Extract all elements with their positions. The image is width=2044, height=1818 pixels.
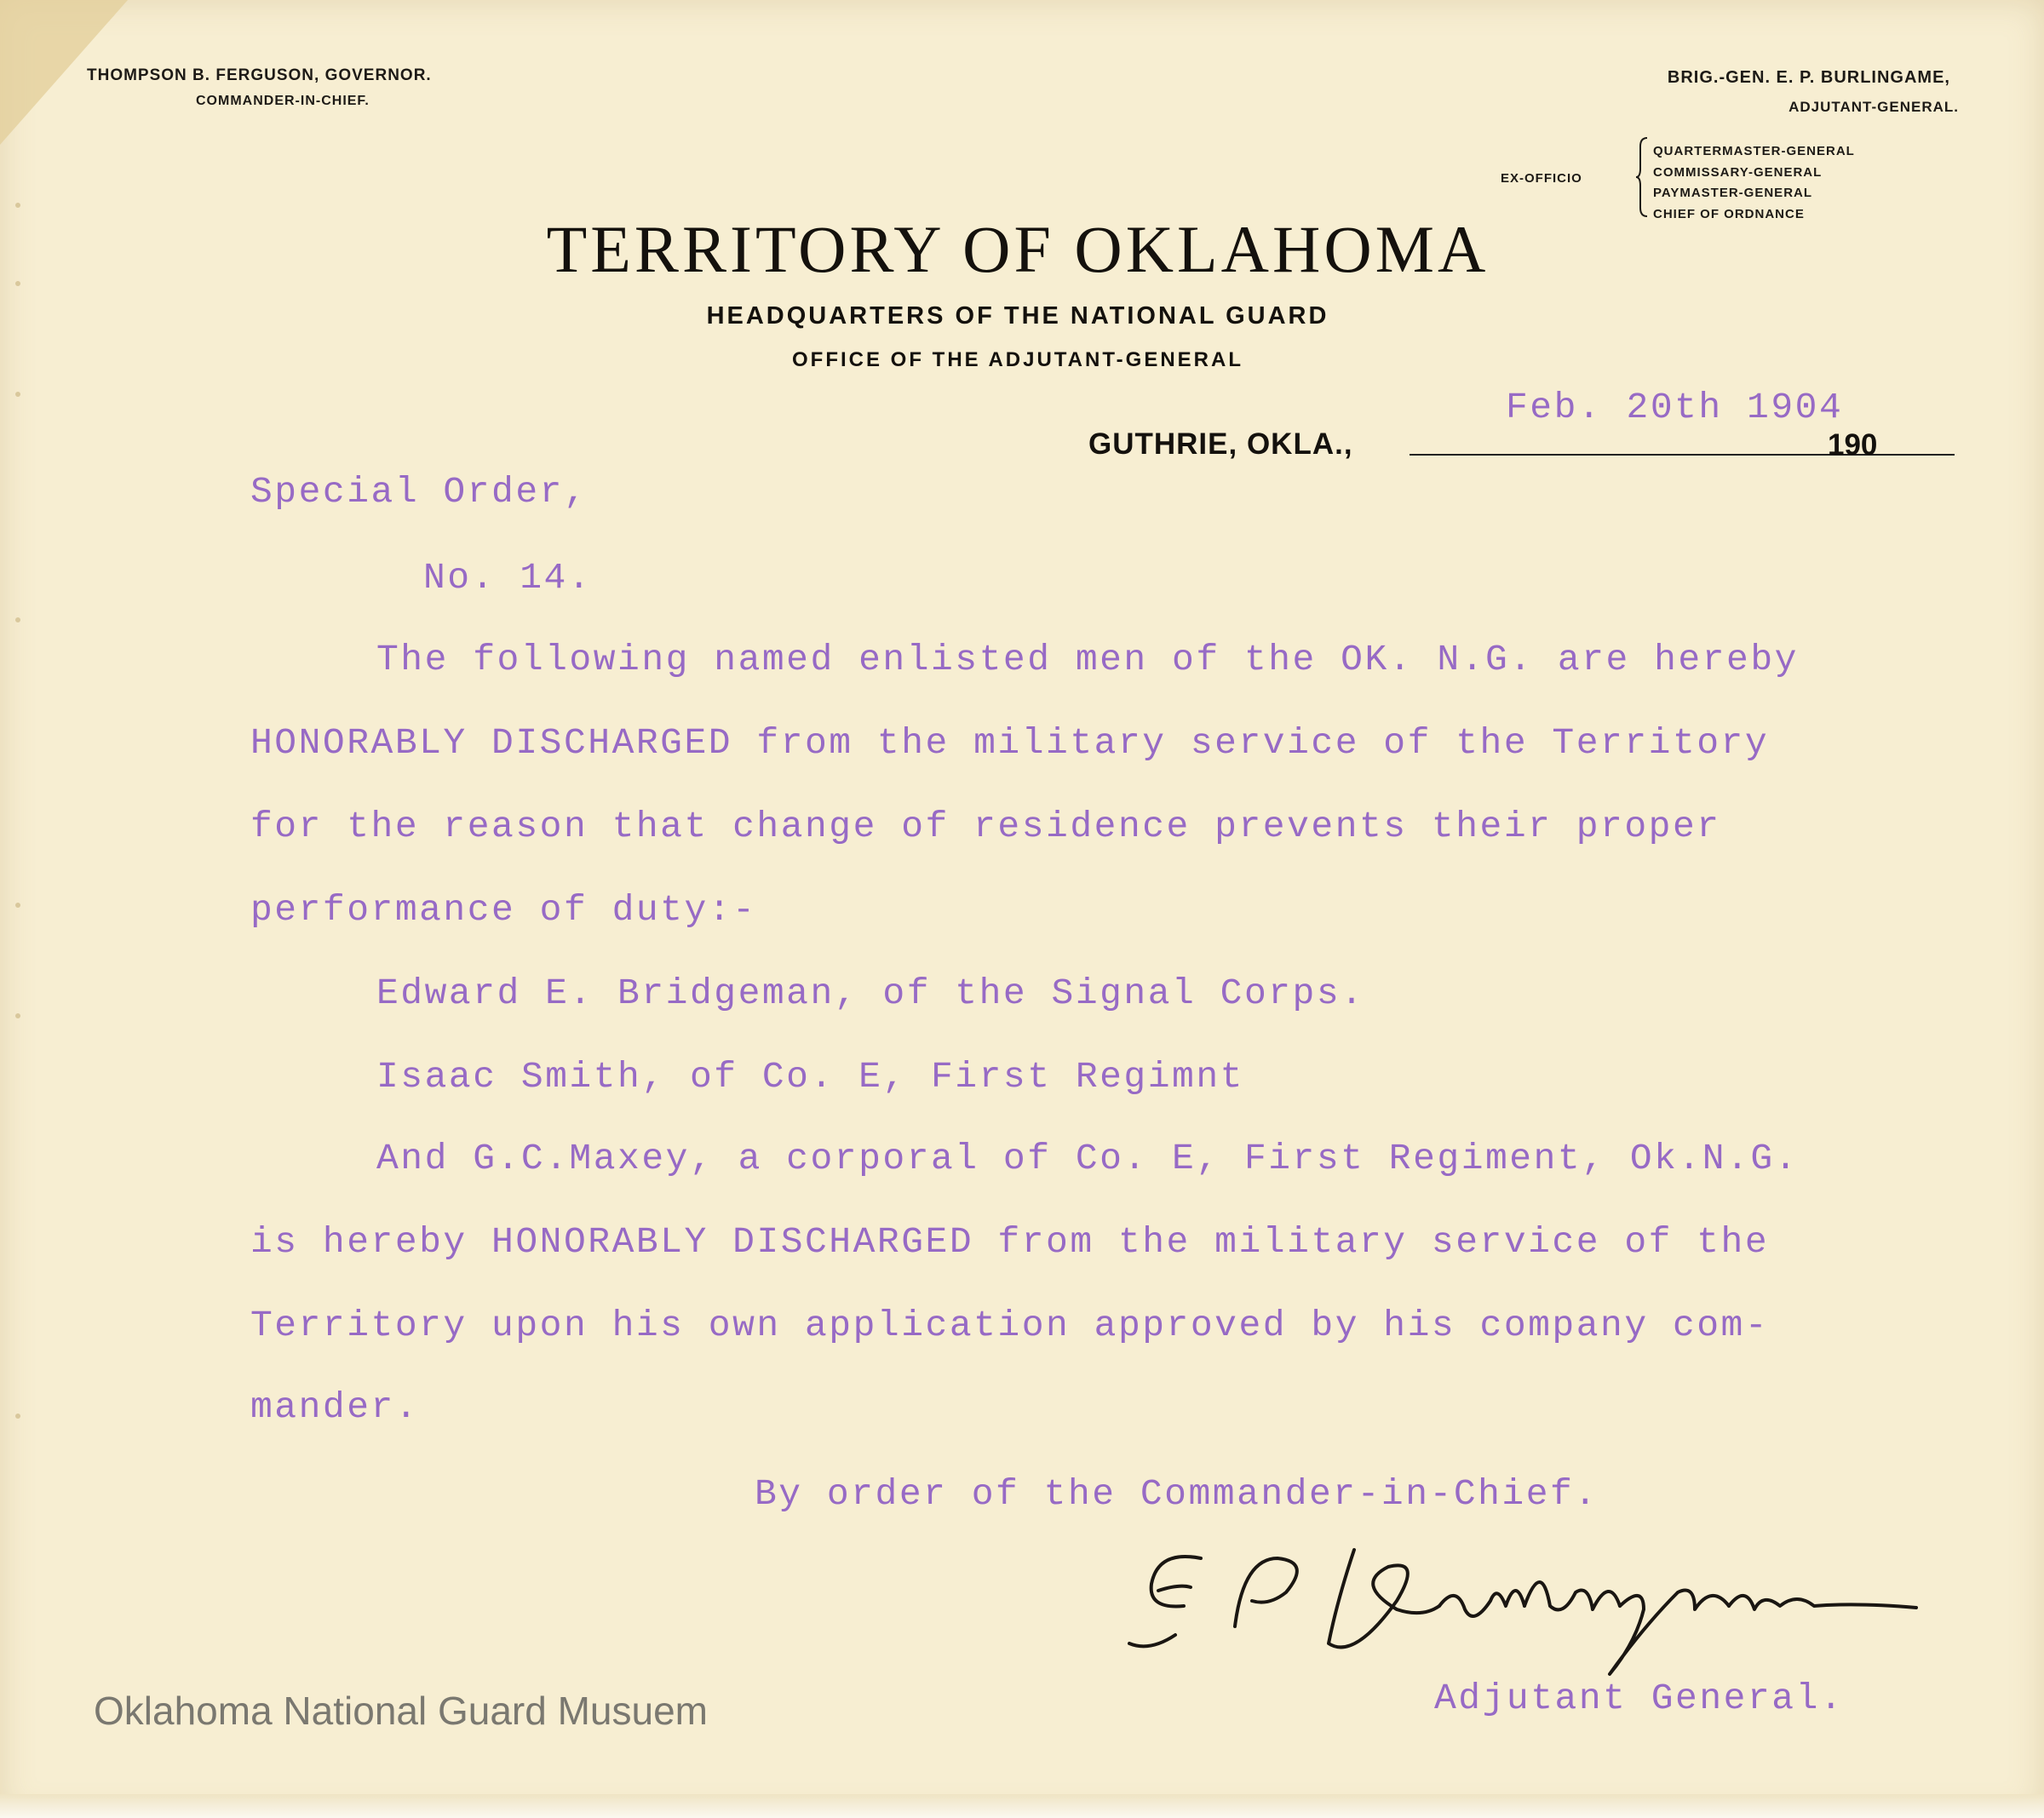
body-line: is hereby HONORABLY DISCHARGED from the military service of the (250, 1221, 1770, 1263)
order-heading: Special Order, (250, 471, 589, 513)
discharged-name: Isaac Smith, of Co. E, First Regimnt (376, 1056, 1244, 1098)
body-line: for the reason that change of residence prevents their proper (250, 806, 1721, 847)
adjutant-name: BRIG.-GEN. E. P. BURLINGAME, (1667, 68, 1950, 87)
brace-icon (1635, 136, 1649, 218)
body-line: HONORABLY DISCHARGED from the military service of the Territory (250, 722, 1770, 764)
signatory-title: Adjutant General. (1434, 1677, 1845, 1719)
letter-date: Feb. 20th 1904 (1506, 387, 1844, 428)
body-line: The following named enlisted men of the OK. N.G. are hereby (376, 639, 1799, 680)
ex-officio-role: CHIEF OF ORDNANCE (1653, 206, 1805, 221)
letterhead-subtitle: HEADQUARTERS OF THE NATIONAL GUARD (706, 302, 1329, 330)
punch-hole (15, 1013, 20, 1018)
punch-hole (15, 392, 20, 397)
signature (1099, 1524, 1942, 1686)
letterhead-office: OFFICE OF THE ADJUTANT-GENERAL (792, 348, 1243, 371)
body-line: Territory upon his own application approved by his company com- (250, 1305, 1770, 1346)
museum-watermark: Oklahoma National Guard Musuem (94, 1689, 708, 1733)
discharged-name: Edward E. Bridgeman, of the Signal Corps. (376, 972, 1365, 1014)
ex-officio-role: PAYMASTER-GENERAL (1653, 186, 1813, 200)
punch-hole (15, 617, 20, 622)
punch-hole (15, 903, 20, 908)
order-number: No. 14. (423, 557, 593, 599)
closing-line: By order of the Commander-in-Chief. (755, 1473, 1599, 1515)
dateline-year: 190 (1828, 428, 1878, 462)
governor-name: THOMPSON B. FERGUSON, GOVERNOR. (87, 66, 432, 84)
paper-edge (0, 1794, 2044, 1818)
punch-hole (15, 1414, 20, 1419)
letterhead-title: TERRITORY OF OKLAHOMA (546, 212, 1490, 286)
adjutant-title: ADJUTANT-GENERAL. (1788, 99, 1959, 115)
punch-hole (15, 203, 20, 208)
dateline-place: GUTHRIE, OKLA., (1088, 427, 1353, 461)
body-line: mander. (250, 1386, 420, 1428)
ex-officio-label: EX-OFFICIO (1501, 171, 1582, 186)
body-line: And G.C.Maxey, a corporal of Co. E, First Regiment, Ok.N.G. (376, 1138, 1799, 1179)
ex-officio-role: COMMISSARY-GENERAL (1653, 164, 1823, 180)
body-line: performance of duty:- (250, 889, 757, 931)
ex-officio-role: QUARTERMASTER-GENERAL (1653, 144, 1855, 158)
governor-title: COMMANDER-IN-CHIEF. (196, 94, 370, 108)
